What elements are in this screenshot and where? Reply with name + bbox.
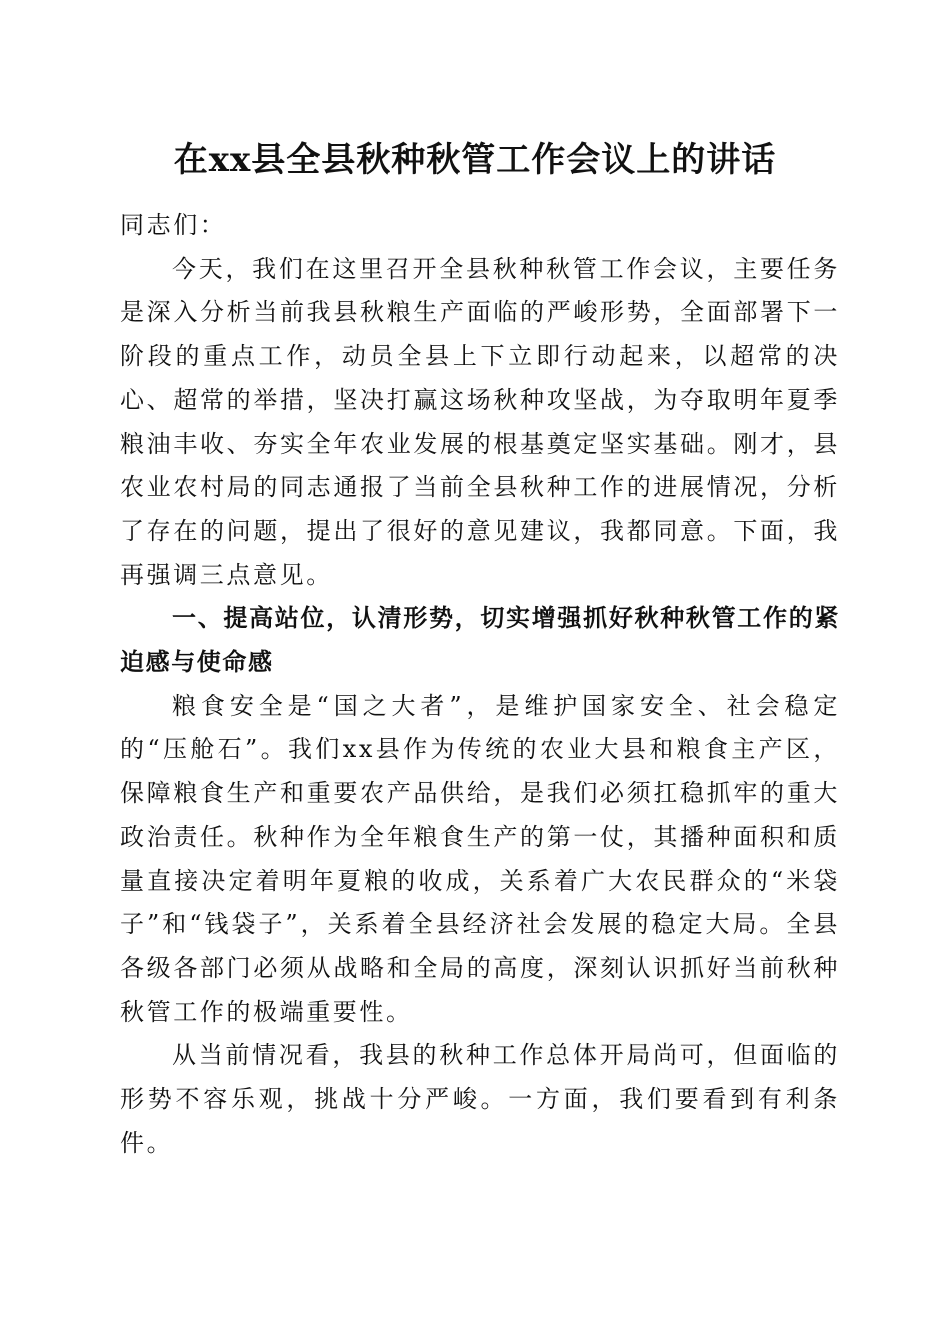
document-body (120, 204, 840, 1165)
paragraph-intro: 今天，我们在这里召开全县秋种秋管工作会议，主要任务是深入分析当前我县秋粮生产面临的严峻形势，全面部署下一阶段的重点工作，动员全县上下立即行动起来，以超常的决心、超常的举措，坚决打赢这场秋种攻坚战，为夺取明年夏季粮油丰收、夯实全年农业发展的根基奠定坚实基础。刚才，县农业农村局的同志通报了当前全县秋种工作的进展情况，分析了存在的问题，提出了很好的意见建议，我都同意。下面，我再强调三点意见。 (120, 254, 840, 589)
paragraph-food-security: 粮食安全是“国之大者”，是维护国家安全、社会稳定的“压舱石”。我们xx县作为传统的农业大县和粮食主产区，保障粮食生产和重要农产品供给，是我们必须扛稳抓牢的重大政治责任。秋种作为全年粮食生产的第一仗，其播种面积和质量直接决定着明年夏粮的收成，关系着广大农民群众的“米袋子”和“钱袋子”，关系着全县经济社会发展的稳定大局。全县各级各部门必须从战略和全局的高度，深刻认识抓好当前秋种秋管工作的极端重要性。 (120, 691, 840, 1026)
paragraph-current-situation: 从当前情况看，我县的秋种工作总体开局尚可，但面临的形势不容乐观，挑战十分严峻。一方面，我们要看到有利条件。 (120, 1041, 840, 1157)
salutation: 同志们： (120, 211, 227, 239)
document-title: 在xx县全县秋种秋管工作会议上的讲话 (173, 140, 777, 180)
section-heading-1: 一、提高站位，认清形势，切实增强抓好秋种秋管工作的紧迫感与使命感 (120, 604, 840, 677)
